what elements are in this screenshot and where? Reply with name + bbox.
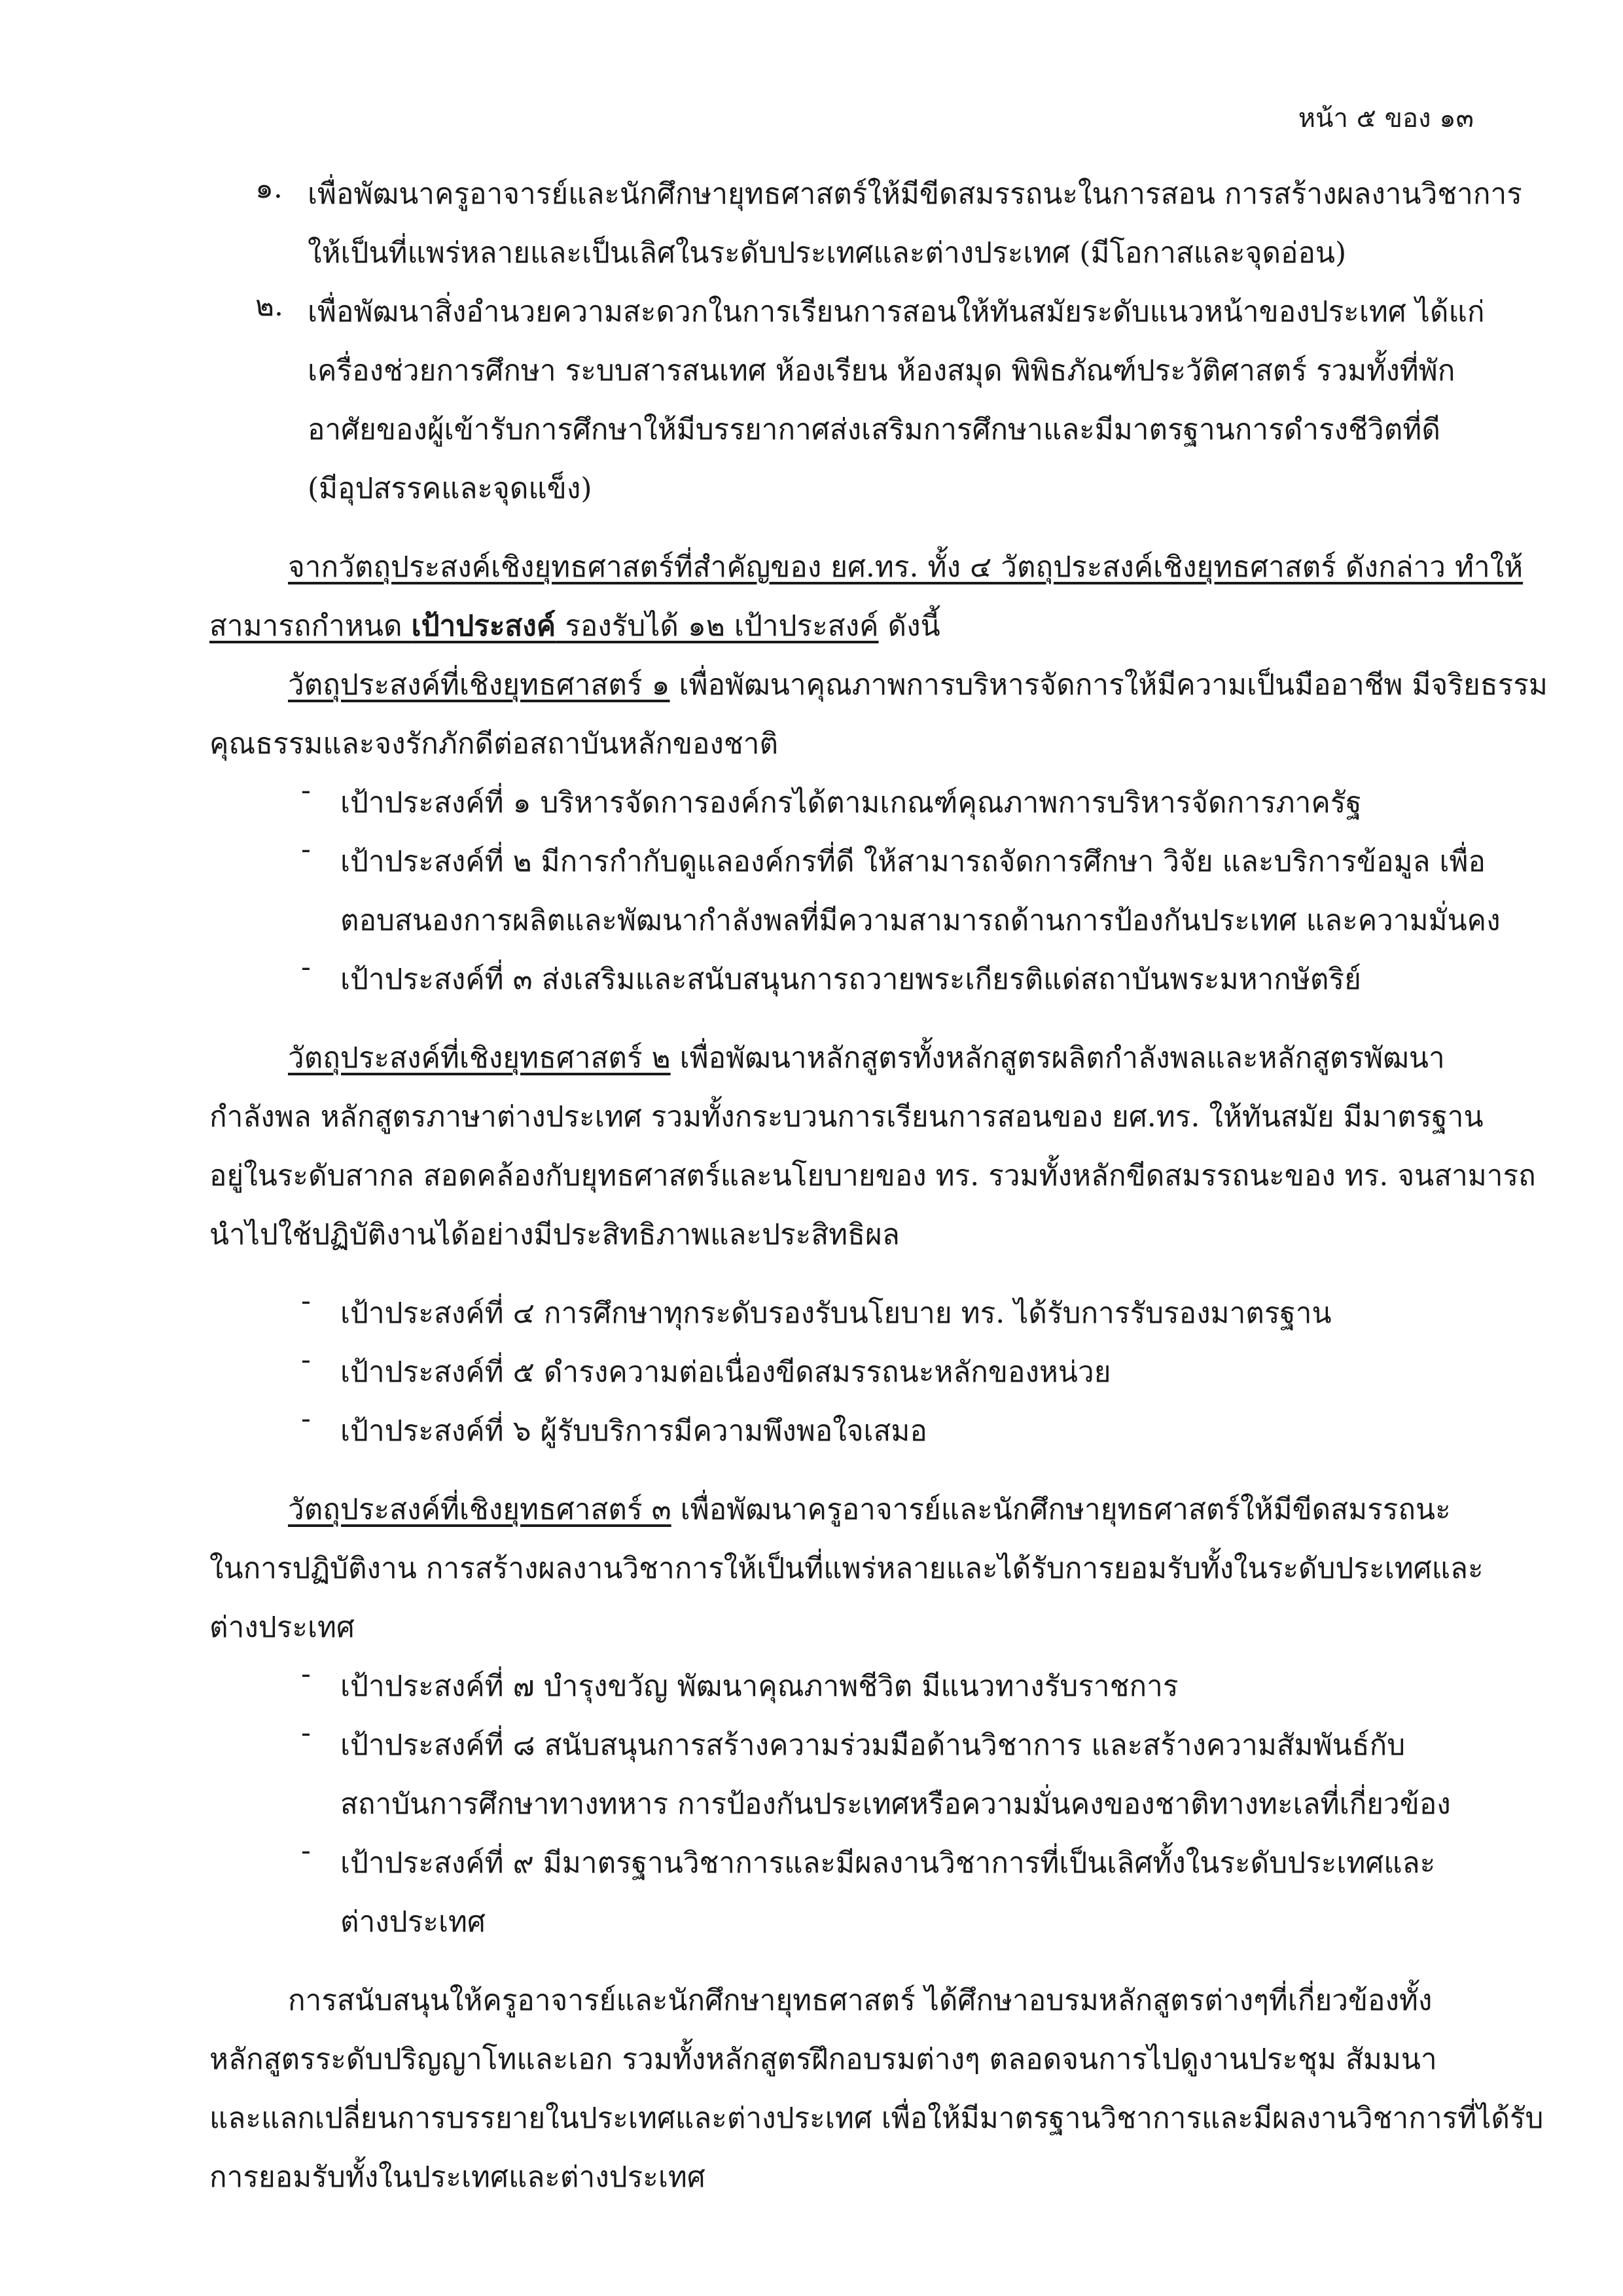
goal-item [209, 1284, 1453, 1343]
text-line: ต่างประเทศ [209, 1611, 355, 1644]
text-line: การสนับสนุนให้ครูอาจารย์และนักศึกษายุทธศาสตร์ ได้ศึกษาอบรมหลักสูตรต่างๆที่เกี่ยวข้องทั้ง [288, 1984, 1433, 2017]
text-line: ตอบสนองการผลิตและพัฒนากำลังพลที่มีความสามารถด้านการป้องกันประเทศ และความมั่นคง [340, 904, 1501, 937]
objective-title: วัตถุประสงค์ที่เชิงยุทธศาสตร์ ๓ [288, 1493, 671, 1526]
goal-item [209, 1402, 1453, 1461]
intro-line-1 [209, 538, 1524, 597]
page-number: หน้า ๕ ของ ๑๓ [1298, 103, 1474, 134]
text-line: (มีอุปสรรคและจุดแข็ง) [308, 472, 592, 505]
bullet-dash: - [301, 833, 311, 866]
text-line: การยอมรับทั้งในประเทศและต่างประเทศ [209, 2161, 705, 2194]
intro-text: จากวัตถุประสงค์เชิงยุทธศาสตร์ที่สำคัญของ ยศ.ทร. ทั้ง ๔ วัตถุประสงค์เชิงยุทธศาสตร์ ดังกล่าว ทำให้ [288, 550, 1524, 584]
goal-item [209, 1716, 1453, 1834]
objective-1-heading [209, 656, 1548, 715]
goal-item [209, 1343, 1453, 1402]
text-line: เป้าประสงค์ที่ ๗ บำรุงขวัญ พัฒนาคุณภาพชีวิต มีแนวทางรับราชการ [340, 1670, 1179, 1703]
text-line: หลักสูตรระดับปริญญาโทและเอก รวมทั้งหลักสูตรฝึกอบรมต่างๆ ตลอดจนการไปดูงานประชุม สัมมนา [209, 2043, 1437, 2076]
text-line: กำลังพล หลักสูตรภาษาต่างประเทศ รวมทั้งกระบวนการเรียนการสอนของ ยศ.ทร. ให้ทันสมัย มีมาตรฐาน [209, 1100, 1484, 1134]
bullet-dash: - [301, 1402, 311, 1435]
text-line: คุณธรรมและจงรักภักดีต่อสถาบันหลักของชาติ [209, 727, 779, 761]
intro-emphasis: เป้าประสงค์ [411, 609, 556, 643]
bullet-dash: - [301, 1657, 311, 1691]
text-line: อยู่ในระดับสากล สอดคล้องกับยุทธศาสตร์และนโยบายของ ทร. รวมทั้งหลักขีดสมรรถนะของ ทร. จนสามารถ [209, 1159, 1536, 1193]
objective-3-heading [209, 1480, 1453, 1539]
text-line: อาศัยของผู้เข้ารับการศึกษาให้มีบรรยากาศส่งเสริมการศึกษาและมีมาตรฐานการดำรงชีวิตที่ดี [308, 413, 1440, 446]
text-line: เป้าประสงค์ที่ ๙ มีมาตรฐานวิชาการและมีผลงานวิชาการที่เป็นเลิศทั้งในระดับประเทศและ [340, 1846, 1436, 1880]
objective-text: เพื่อพัฒนาคุณภาพการบริหารจัดการให้มีความเป็นมืออาชีพ มีจริยธรรม [669, 668, 1548, 702]
intro-line-2 [209, 597, 1453, 656]
numbered-item-2 [209, 283, 1485, 518]
goal-item [209, 1834, 1453, 1952]
text-line: เพื่อพัฒนาสิ่งอำนวยความสะดวกในการเรียนการสอนให้ทันสมัยระดับแนวหน้าของประเทศ ได้แก่ [308, 295, 1485, 329]
intro-text: รองรับได้ ๑๒ เป้าประสงค์ [556, 609, 879, 643]
text-line: เพื่อพัฒนาครูอาจารย์และนักศึกษายุทธศาสตร์ให้มีขีดสมรรถนะในการสอน การสร้างผลงานวิชาการ [308, 177, 1522, 211]
item-number: ๑. [255, 171, 283, 205]
goal-item [209, 950, 1453, 1009]
bullet-dash: - [301, 774, 311, 807]
text-line: ต่างประเทศ [340, 1905, 486, 1939]
text-line: ให้เป็นที่แพร่หลายและเป็นเลิศในระดับประเทศและต่างประเทศ (มีโอกาสและจุดอ่อน) [308, 236, 1347, 270]
text-line: เครื่องช่วยการศึกษา ระบบสารสนเทศ ห้องเรียน ห้องสมุด พิพิธภัณฑ์ประวัติศาสตร์ รวมทั้งที่พัก [308, 354, 1455, 387]
text-line: และแลกเปลี่ยนการบรรยายในประเทศและต่างประเทศ เพื่อให้มีมาตรฐานวิชาการและมีผลงานวิชาการที่ได้รับ [209, 2102, 1544, 2135]
goal-item [209, 1657, 1453, 1716]
bullet-dash: - [301, 1716, 311, 1749]
bullet-dash: - [301, 1834, 311, 1867]
objective-2-heading [209, 1029, 1453, 1088]
text-line: นำไปใช้ปฏิบัติงานได้อย่างมีประสิทธิภาพและประสิทธิผล [209, 1218, 900, 1251]
bullet-dash: - [301, 1343, 311, 1376]
text-line: ในการปฏิบัติงาน การสร้างผลงานวิชาการให้เป็นที่แพร่หลายและได้รับการยอมรับทั้งในระดับประเทศและ [209, 1552, 1484, 1585]
text-line: เป้าประสงค์ที่ ๘ สนับสนุนการสร้างความร่วมมือด้านวิชาการ และสร้างความสัมพันธ์กับ [340, 1729, 1406, 1762]
objective-title: วัตถุประสงค์ที่เชิงยุทธศาสตร์ ๒ [288, 1041, 671, 1075]
goal-list [209, 774, 1501, 1009]
item-number: ๒. [255, 289, 283, 323]
objective-text: เพื่อพัฒนาหลักสูตรทั้งหลักสูตรผลิตกำลังพลและหลักสูตรพัฒนา [670, 1041, 1445, 1075]
document-body [209, 165, 1548, 2207]
objective-title: วัตถุประสงค์ที่เชิงยุทธศาสตร์ ๑ [288, 668, 670, 702]
goal-list [209, 1284, 1453, 1461]
text-line: เป้าประสงค์ที่ ๕ ดำรงความต่อเนื่องขีดสมรรถนะหลักของหน่วย [340, 1355, 1111, 1389]
text-line: เป้าประสงค์ที่ ๓ ส่งเสริมและสนับสนุนการถวายพระเกียรติแด่สถาบันพระมหากษัตริย์ [340, 963, 1361, 996]
goal-list [209, 1657, 1453, 1952]
numbered-item-1 [209, 165, 1522, 283]
bullet-dash: - [301, 1284, 311, 1318]
intro-text: ดังนี้ [878, 609, 940, 643]
goal-item [209, 774, 1453, 833]
text-line: เป้าประสงค์ที่ ๔ การศึกษาทุกระดับรองรับนโยบาย ทร. ได้รับการรับรองมาตรฐาน [340, 1297, 1332, 1330]
goal-item [209, 833, 1501, 950]
objective-text: เพื่อพัฒนาครูอาจารย์และนักศึกษายุทธศาสตร์ให้มีขีดสมรรถนะ [671, 1493, 1451, 1526]
bullet-dash: - [301, 950, 311, 984]
intro-text: สามารถกำหนด [209, 609, 412, 643]
text-line: เป้าประสงค์ที่ ๖ ผู้รับบริการมีความพึงพอใจเสมอ [340, 1414, 927, 1448]
text-line: เป้าประสงค์ที่ ๒ มีการกำกับดูแลองค์กรที่ดี ให้สามารถจัดการศึกษา วิจัย และบริการข้อมูล เพื่อ [340, 845, 1486, 878]
text-line: เป้าประสงค์ที่ ๑ บริหารจัดการองค์กรได้ตามเกณฑ์คุณภาพการบริหารจัดการภาครัฐ [340, 786, 1362, 819]
text-line: สถาบันการศึกษาทางทหาร การป้องกันประเทศหรือความมั่นคงของชาติทางทะเลที่เกี่ยวข้อง [340, 1787, 1451, 1821]
